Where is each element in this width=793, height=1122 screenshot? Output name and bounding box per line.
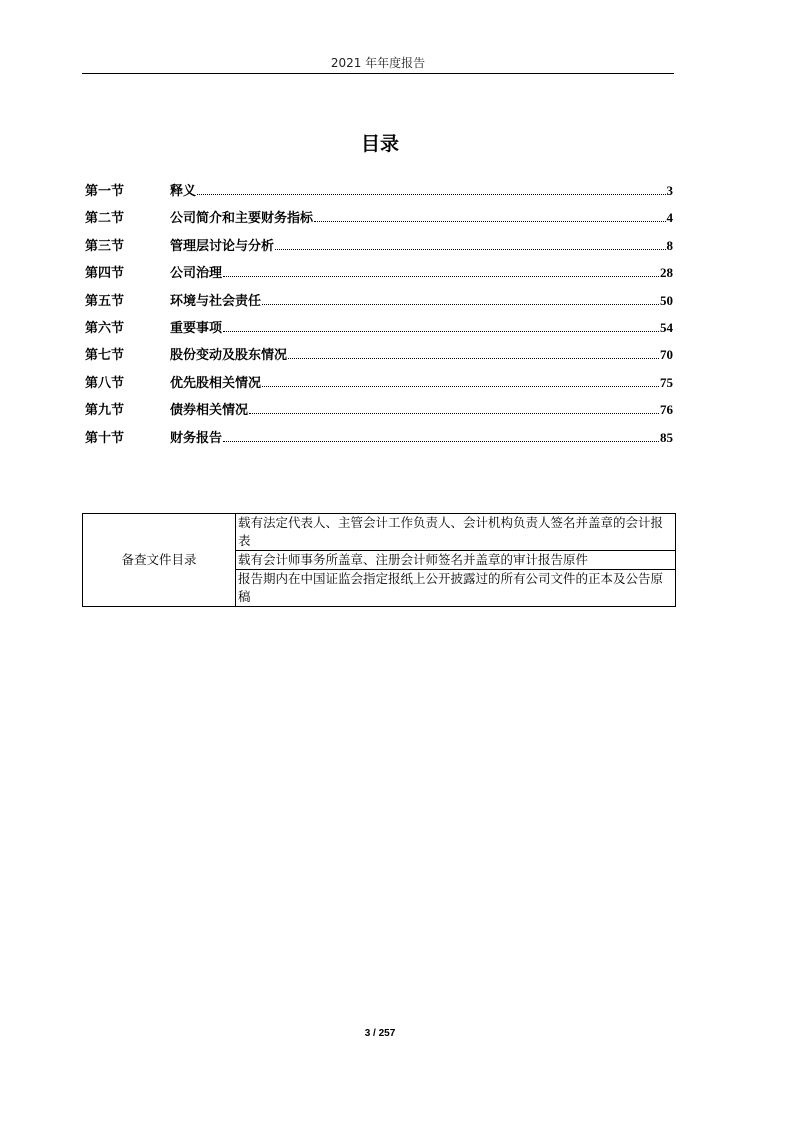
toc-dot-leader	[197, 184, 665, 195]
toc-section-title[interactable]: 优先股相关情况	[170, 375, 262, 391]
header-divider	[82, 73, 674, 74]
toc-page-number: 50	[660, 292, 673, 308]
toc-entry[interactable]	[85, 427, 673, 454]
toc-section-title[interactable]: 股份变动及股东情况	[170, 348, 288, 364]
toc-entry[interactable]	[85, 399, 673, 426]
page-header: 2021 年年度报告	[330, 56, 426, 70]
toc-dot-leader	[223, 431, 659, 442]
toc-page-number: 4	[666, 210, 673, 226]
toc-dot-leader	[223, 321, 659, 332]
toc-dot-leader	[249, 403, 659, 414]
reference-table-item: 载有法定代表人、主管会计工作负责人、会计机构负责人签名并盖章的会计报表	[236, 514, 676, 551]
toc-entry[interactable]	[85, 235, 673, 262]
toc-section-title[interactable]: 财务报告	[170, 430, 223, 446]
toc-section-number: 第五节	[85, 293, 125, 309]
toc-entry[interactable]	[85, 180, 673, 207]
toc-dot-leader	[262, 294, 659, 305]
toc-dot-leader	[223, 266, 659, 277]
toc-section-number: 第一节	[85, 184, 125, 199]
toc-page-number: 28	[660, 265, 673, 281]
toc-section-number: 第十节	[85, 430, 125, 446]
toc-dot-leader	[275, 239, 665, 250]
toc-section-title[interactable]: 释义	[170, 184, 197, 199]
toc-section-title[interactable]: 环境与社会责任	[170, 293, 262, 309]
toc-section-number: 第九节	[85, 403, 125, 419]
toc-page-number: 54	[660, 319, 673, 335]
toc-page-number: 85	[660, 429, 673, 445]
toc-section-number: 第六节	[85, 320, 125, 336]
toc-section-number: 第八节	[85, 375, 125, 391]
toc-page-number: 3	[666, 183, 673, 198]
toc-entry[interactable]	[85, 344, 673, 371]
toc-dot-leader	[262, 376, 659, 387]
toc-section-number: 第三节	[85, 238, 125, 254]
toc-section-number: 第四节	[85, 266, 125, 282]
toc-section-number: 第七节	[85, 348, 125, 364]
toc-section-number: 第二节	[85, 211, 125, 227]
toc-dot-leader	[288, 348, 659, 359]
toc-entry[interactable]	[85, 290, 673, 317]
toc-entry[interactable]	[85, 262, 673, 289]
toc-dot-leader	[314, 211, 665, 222]
toc-entry[interactable]	[85, 317, 673, 344]
toc-section-title[interactable]: 管理层讨论与分析	[170, 238, 275, 254]
toc-title: 目录	[360, 133, 399, 155]
toc-section-title[interactable]: 公司治理	[170, 266, 223, 282]
toc-page-number: 75	[660, 374, 673, 390]
toc-section-title[interactable]: 债券相关情况	[170, 403, 249, 419]
toc-page-number: 8	[666, 237, 673, 253]
toc-entry[interactable]	[85, 207, 673, 234]
table-of-contents	[85, 180, 673, 454]
toc-page-number: 70	[660, 347, 673, 363]
toc-page-number: 76	[660, 402, 673, 418]
reference-documents-table	[82, 513, 676, 607]
page-number: 3 / 257	[364, 1028, 396, 1039]
toc-entry[interactable]	[85, 372, 673, 399]
toc-section-title[interactable]: 公司简介和主要财务指标	[170, 211, 314, 227]
table-row	[83, 514, 676, 551]
reference-table-item: 报告期内在中国证监会指定报纸上公开披露过的所有公司文件的正本及公告原稿	[236, 570, 676, 607]
reference-table-label: 备查文件目录	[83, 514, 236, 607]
toc-section-title[interactable]: 重要事项	[170, 320, 223, 336]
reference-table-item: 载有会计师事务所盖章、注册会计师签名并盖章的审计报告原件	[236, 551, 676, 570]
